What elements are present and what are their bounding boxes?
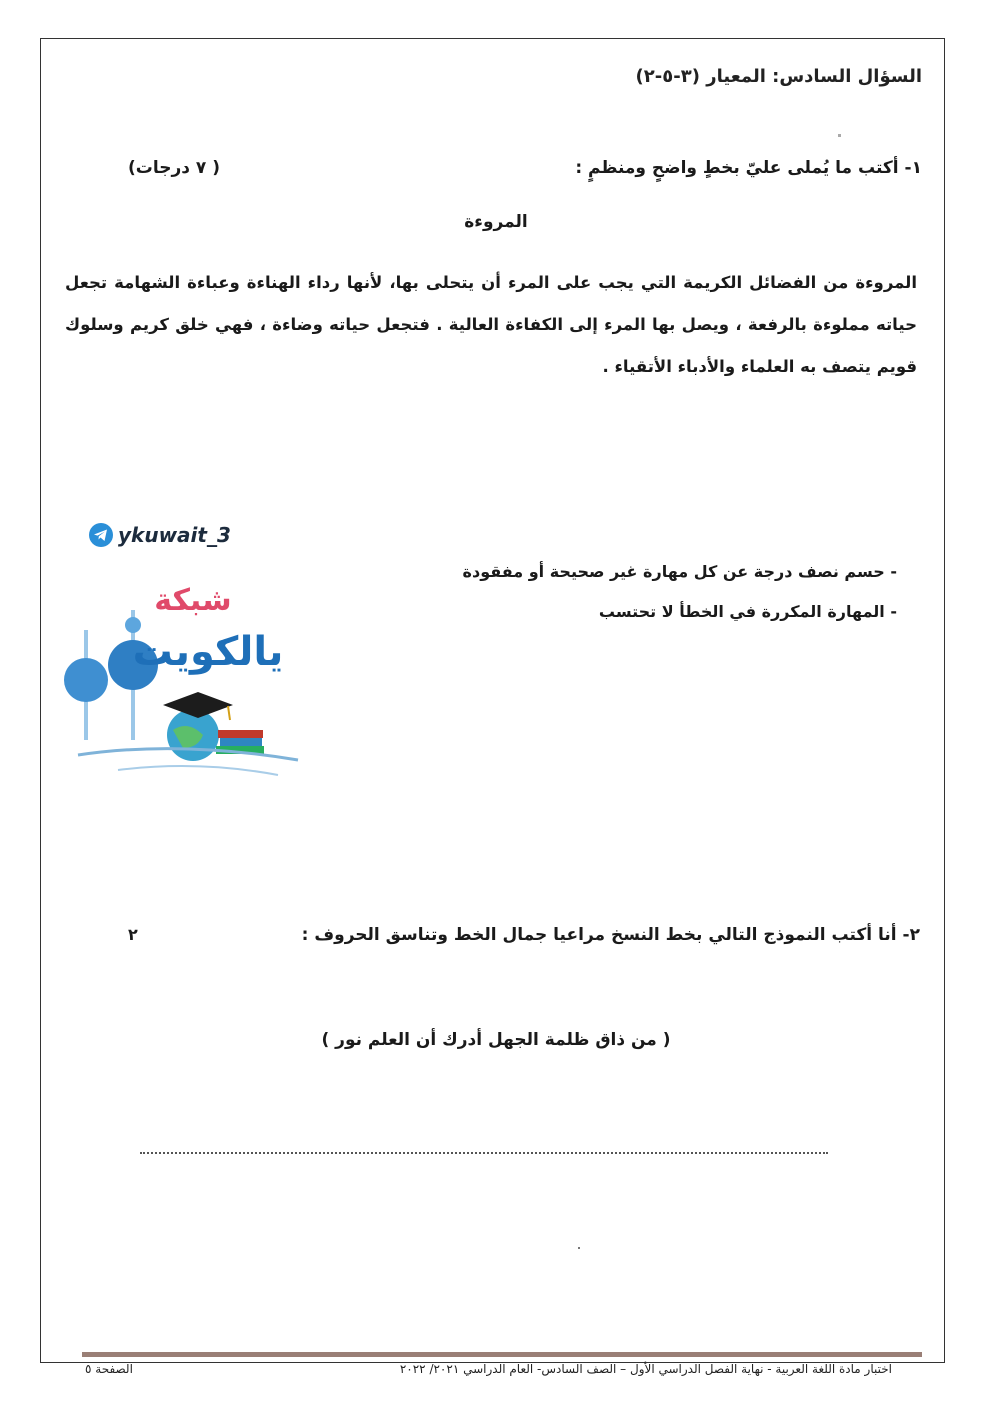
- scan-mark: [578, 1247, 580, 1249]
- footer-bar: [82, 1352, 922, 1357]
- logo-handle: [88, 522, 231, 548]
- dictation-heading: المروءة: [464, 212, 528, 232]
- footer-exam-info: اختبار مادة اللغة العربية - نهاية الفصل الدراسي الأول – الصف السادس- العام الدراسي ٢٠٢١/ ٢٠٢٢: [399, 1362, 892, 1376]
- question-title: السؤال السادس: المعيار (٣-٥-٢): [635, 66, 922, 87]
- dictation-paragraph: المروءة من الفضائل الكريمة التي يجب على المرء أن يتحلى بها، لأنها رداء الهناءة وعباءة الشهامة تجعل حياته مملوءة بالرفعة ، ويصل بها المرء إلى الكفاءة العالية . فتجعل حياته وضاءة ، فهي خلق كريم وسلوك قويم يتصف به العلماء والأدباء الأتقياء .: [65, 273, 917, 376]
- page-number: الصفحة ٥: [85, 1362, 133, 1376]
- question2-marks: ٢: [128, 925, 138, 944]
- question1-marks: ( ٧ درجات): [128, 158, 221, 178]
- svg-text:يالكويت: يالكويت: [132, 629, 284, 675]
- writing-line[interactable]: [140, 1152, 828, 1154]
- logo-handle-text: ykuwait_3: [118, 523, 231, 547]
- grading-note-2: - المهارة المكررة في الخطأ لا تحتسب: [598, 602, 897, 621]
- handwriting-model: ( من ذاق ظلمة الجهل أدرك أن العلم نور ): [321, 1030, 671, 1050]
- grading-note-1: - حسم نصف درجة عن كل مهارة غير صحيحة أو مفقودة: [462, 562, 897, 581]
- question2-prompt: ٢- أنا أكتب النموذج التالي بخط النسخ مراعيا جمال الخط وتناسق الحروف :: [301, 925, 920, 945]
- question1-prompt: ١- أكتب ما يُملى عليّ بخطٍ واضحٍ ومنظمٍ :: [575, 158, 922, 178]
- svg-text:شبكة: شبكة: [154, 583, 232, 618]
- scan-speck: [838, 134, 841, 137]
- telegram-icon: [88, 522, 114, 548]
- site-logo: [58, 555, 308, 815]
